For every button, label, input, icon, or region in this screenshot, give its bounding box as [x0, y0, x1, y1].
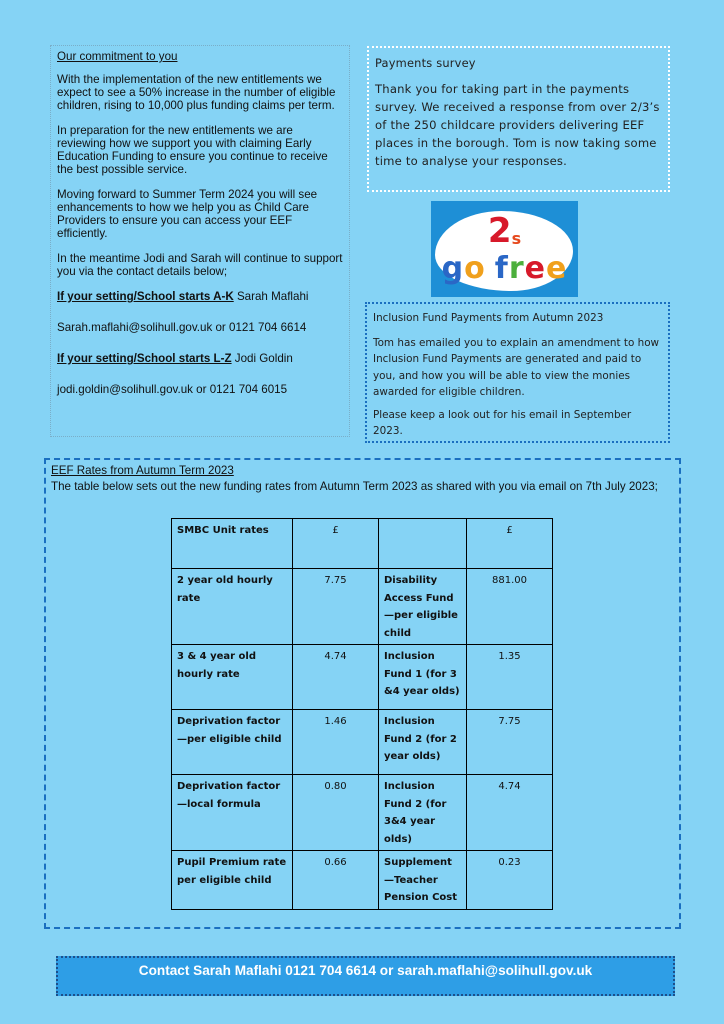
- rate-label-cell: Deprivation factor—per eligible child: [172, 710, 293, 775]
- table-header-row: [172, 519, 553, 569]
- inclusion-para-1: Tom has emailed you to explain an amendment to how Inclusion Fund Payments are generated and paid to you, and how you will be able to view the monies awarded for eligible children.: [373, 336, 660, 398]
- logo-letter: e: [524, 251, 546, 286]
- table-header-cell: SMBC Unit rates: [172, 519, 293, 569]
- logo-go-free-text: [431, 251, 578, 286]
- rate-value-cell: 4.74: [467, 775, 553, 851]
- twos-go-free-logo: [431, 201, 578, 297]
- inclusion-title: Inclusion Fund Payments from Autumn 2023: [373, 312, 604, 324]
- commitment-para-3: Moving forward to Summer Term 2024 you will see enhancements to how we help you as Child Care Providers to ensure you can access your EEF efficiently.: [57, 188, 318, 240]
- rate-label-cell: Pupil Premium rate per eligible child: [172, 851, 293, 910]
- rate-value-cell: 881.00: [467, 569, 553, 645]
- rate-value-cell: 7.75: [293, 569, 379, 645]
- contact-lz-name: Jodi Goldin: [231, 352, 293, 365]
- survey-panel: [367, 46, 670, 192]
- logo-sub: s: [511, 229, 522, 248]
- contact-lz-details: jodi.goldin@solihull.gov.uk or 0121 704 6015: [57, 383, 288, 396]
- rate-label-cell: Inclusion Fund 1 (for 3 &4 year olds): [379, 645, 467, 710]
- table-row: [172, 775, 553, 851]
- contact-lz-heading: If your setting/School starts L-Z: [57, 352, 232, 365]
- rate-label-cell: 3 & 4 year old hourly rate: [172, 645, 293, 710]
- table-row: [172, 569, 553, 645]
- rates-intro: The table below sets out the new funding rates from Autumn Term 2023 as shared with you via email on 7th July 2023;: [51, 480, 658, 493]
- commitment-para-2: In preparation for the new entitlements we are reviewing how we support you with claiming Early Education Funding to ensure you continue to receive the best possible service.: [57, 124, 328, 176]
- contact-ak-name: Sarah Maflahi: [233, 290, 309, 303]
- survey-title: Payments survey: [375, 56, 476, 70]
- rate-value-cell: 0.23: [467, 851, 553, 910]
- contact-ak-line: [57, 290, 343, 303]
- logo-letter: r: [508, 251, 525, 286]
- commitment-para-4: In the meantime Jodi and Sarah will continue to support you via the contact details below;: [57, 252, 343, 278]
- table-header-cell: [379, 519, 467, 569]
- logo-letter: e: [545, 251, 568, 286]
- commitment-title: Our commitment to you: [57, 50, 178, 63]
- rate-value-cell: 7.75: [467, 710, 553, 775]
- rate-value-cell: 0.66: [293, 851, 379, 910]
- rates-panel: [44, 458, 681, 929]
- contact-lz-line: [57, 352, 343, 365]
- contact-ak-details: Sarah.maflahi@solihull.gov.uk or 0121 704 6614: [57, 321, 307, 334]
- table-header-cell: £: [293, 519, 379, 569]
- logo-letter: o: [464, 251, 486, 286]
- inclusion-para-2: Please keep a look out for his email in September 2023.: [373, 408, 632, 437]
- rate-value-cell: 4.74: [293, 645, 379, 710]
- commitment-para-1: With the implementation of the new entitlements we expect to see a 50% increase in the number of eligible children, rising to 10,000 plus funding claims per term.: [57, 73, 336, 112]
- rate-label-cell: Inclusion Fund 2 (for 2 year olds): [379, 710, 467, 775]
- survey-body: Thank you for taking part in the payments survey. We received a response from over 2/3’s of the 250 childcare providers delivering EEF places in the borough. Tom is now taking some time to analyse your responses.: [375, 82, 660, 168]
- rate-label-cell: Supplement—Teacher Pension Cost: [379, 851, 467, 910]
- rate-label-cell: 2 year old hourly rate: [172, 569, 293, 645]
- table-row: [172, 851, 553, 910]
- logo-letter: g: [441, 251, 465, 286]
- table-header-cell: £: [467, 519, 553, 569]
- table-row: [172, 645, 553, 710]
- rate-label-cell: Disability Access Fund—per eligible child: [379, 569, 467, 645]
- logo-two: 2: [487, 211, 512, 251]
- commitment-panel: [50, 45, 350, 437]
- footer-text: Contact Sarah Maflahi 0121 704 6614 or sarah.maflahi@solihull.gov.uk: [138, 963, 593, 978]
- table-row: [172, 710, 553, 775]
- contact-ak-heading: If your setting/School starts A-K: [57, 290, 234, 303]
- rates-title: EEF Rates from Autumn Term 2023: [51, 464, 234, 477]
- inclusion-panel: [365, 302, 670, 443]
- rate-label-cell: Inclusion Fund 2 (for 3&4 year olds): [379, 775, 467, 851]
- logo-letter: f: [494, 251, 509, 286]
- rate-value-cell: 1.35: [467, 645, 553, 710]
- logo-number: [431, 211, 578, 251]
- rate-label-cell: Deprivation factor—local formula: [172, 775, 293, 851]
- rate-value-cell: 1.46: [293, 710, 379, 775]
- rates-table: [171, 518, 553, 910]
- rate-value-cell: 0.80: [293, 775, 379, 851]
- contact-footer: [56, 956, 675, 996]
